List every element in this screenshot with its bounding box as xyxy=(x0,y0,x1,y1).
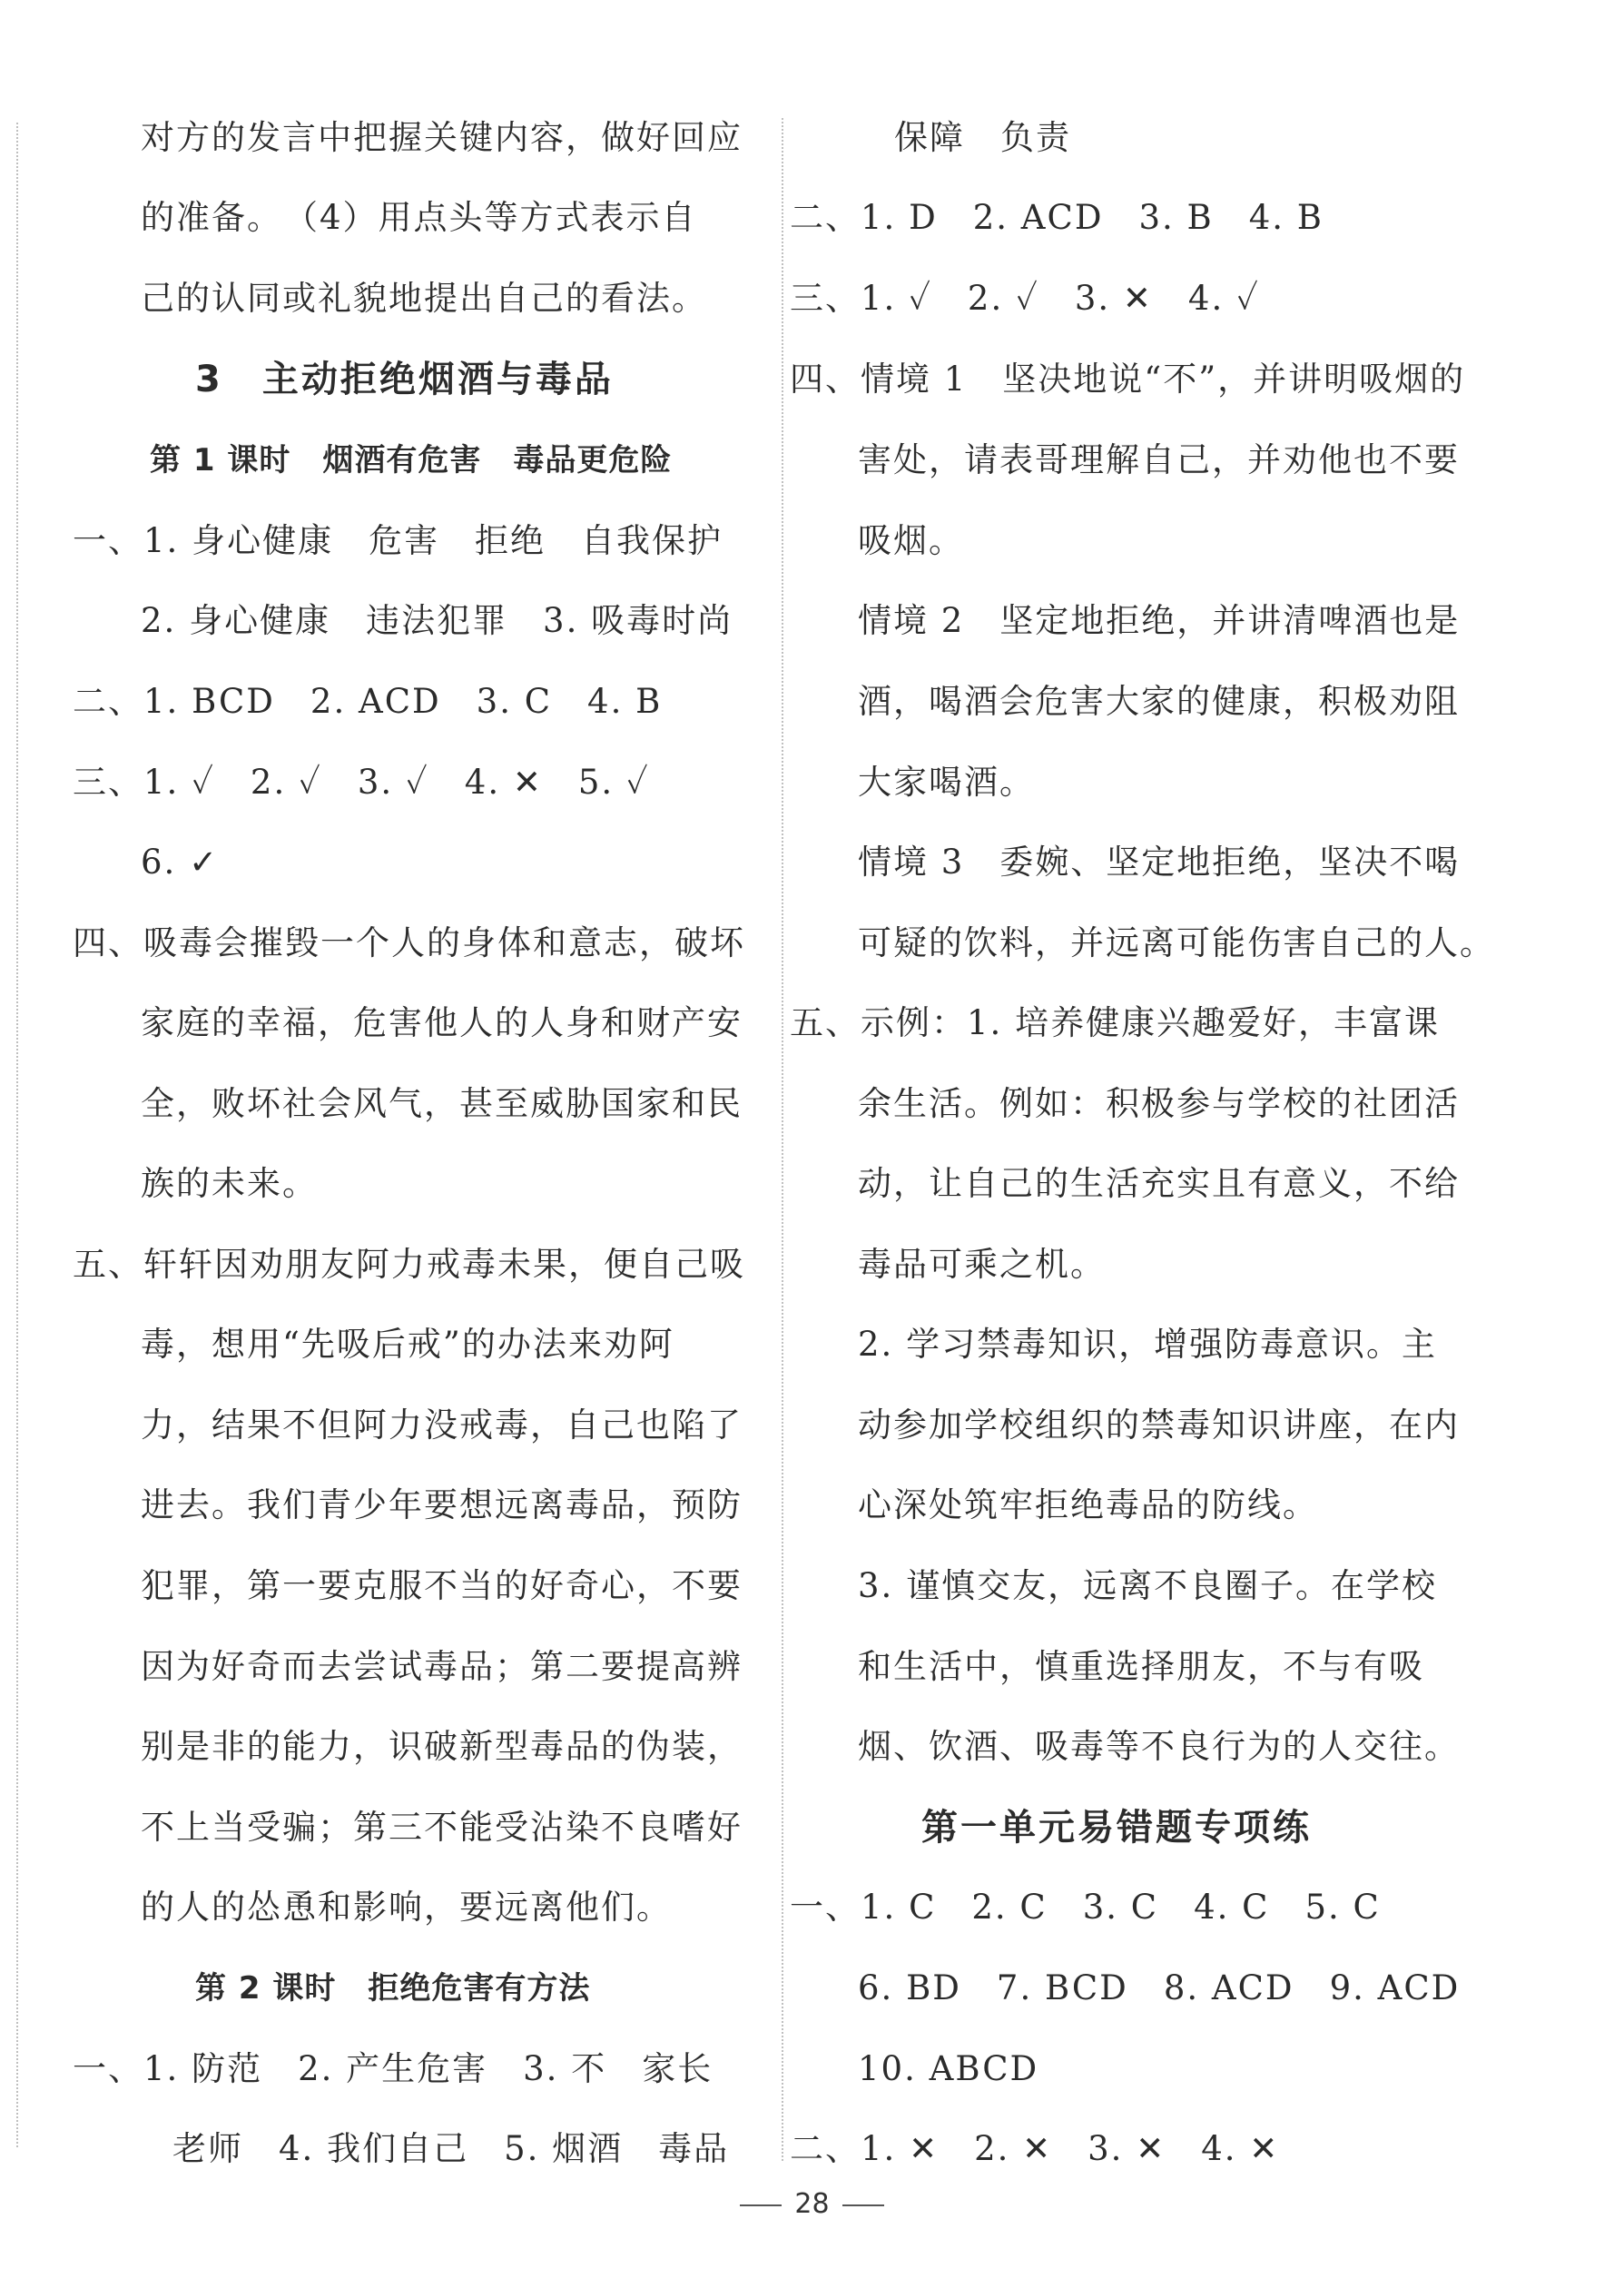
text-line: 2. 身心健康 违法犯罪 3. 吸毒时尚 xyxy=(141,601,733,640)
text-line: 二、1. D 2. ACD 3. B 4. B xyxy=(790,198,1324,237)
text-line: 全，败坏社会风气，甚至威胁国家和民 xyxy=(141,1084,743,1123)
text-line: 己的认同或礼貌地提出自己的看法。 xyxy=(141,279,707,318)
text-line: 保障 负责 xyxy=(894,118,1071,157)
text-line: 一、1. 身心健康 危害 拒绝 自我保护 xyxy=(73,521,723,560)
text-line: 家庭的幸福，危害他人的人身和财产安 xyxy=(141,1003,743,1042)
text-line: 的准备。 （4）用点头等方式表示自 xyxy=(141,198,697,237)
footer-dash-right xyxy=(842,2204,884,2206)
text-line: 心深处筑牢拒绝毒品的防线。 xyxy=(858,1485,1318,1524)
text-line: 一、1. C 2. C 3. C 4. C 5. C xyxy=(790,1888,1381,1927)
text-line: 3. 谨慎交友，远离不良圈子。在学校 xyxy=(858,1566,1438,1605)
lesson-subheading: 第 1 课时 烟酒有危害 毒品更危险 xyxy=(150,442,673,478)
text-line: 五、示例：1. 培养健康兴趣爱好，丰富课 xyxy=(790,1003,1441,1042)
text-line: 可疑的饮料，并远离可能伤害自己的人。 xyxy=(858,923,1495,962)
text-line: 老师 4. 我们自己 5. 烟酒 毒品 xyxy=(172,2129,730,2168)
text-line: 大家喝酒。 xyxy=(858,763,1035,802)
text-line: 6. ✓ xyxy=(141,843,220,882)
text-line: 二、1. BCD 2. ACD 3. C 4. B xyxy=(73,682,663,721)
lesson-subheading: 第 2 课时 拒绝危害有方法 xyxy=(195,1970,591,2007)
text-line: 的人的怂恿和影响，要远离他们。 xyxy=(141,1888,672,1927)
text-line: 犯罪，第一要克服不当的好奇心，不要 xyxy=(141,1566,743,1605)
text-line: 情境 3 委婉、坚定地拒绝，坚决不喝 xyxy=(858,843,1461,882)
footer-dash-left xyxy=(740,2204,782,2206)
text-line: 酒，喝酒会危害大家的健康，积极劝阻 xyxy=(858,682,1460,721)
text-line: 动，让自己的生活充实且有意义，不给 xyxy=(858,1164,1460,1203)
text-line: 力，结果不但阿力没戒毒，自己也陷了 xyxy=(141,1405,743,1445)
text-line: 6. BD 7. BCD 8. ACD 9. ACD xyxy=(858,1968,1461,2007)
section-heading: 3 主动拒绝烟酒与毒品 xyxy=(195,359,614,400)
text-line: 和生活中，慎重选择朋友，不与有吸 xyxy=(858,1647,1424,1686)
text-line: 对方的发言中把握关键内容，做好回应 xyxy=(141,118,743,157)
text-line: 二、1. ✕ 2. ✕ 3. ✕ 4. ✕ xyxy=(790,2129,1280,2168)
text-line: 毒品可乘之机。 xyxy=(858,1245,1106,1284)
text-line: 因为好奇而去尝试毒品；第二要提高辨 xyxy=(141,1647,743,1686)
text-line: 害处，请表哥理解自己，并劝他也不要 xyxy=(858,440,1460,479)
text-line: 动参加学校组织的禁毒知识讲座，在内 xyxy=(858,1405,1460,1445)
text-line: 吸烟。 xyxy=(858,521,964,560)
page-number: 28 xyxy=(794,2188,830,2220)
text-line: 五、轩轩因劝朋友阿力戒毒未果，便自己吸 xyxy=(73,1245,745,1284)
text-line: 2. 学习禁毒知识，增强防毒意识。主 xyxy=(858,1325,1438,1364)
column-divider-dotted-rule xyxy=(782,118,783,2161)
text-line: 三、1. ✓ 2. ✓ 3. ✓ 4. ✕ 5. ✓ xyxy=(73,763,650,802)
text-line: 烟、饮酒、吸毒等不良行为的人交往。 xyxy=(858,1727,1460,1766)
text-line: 别是非的能力，识破新型毒品的伪装， xyxy=(141,1727,743,1766)
text-line: 情境 2 坚定地拒绝，并讲清啤酒也是 xyxy=(858,601,1461,640)
text-line: 一、1. 防范 2. 产生危害 3. 不 家长 xyxy=(73,2049,714,2088)
text-line: 进去。我们青少年要想远离毒品，预防 xyxy=(141,1485,743,1524)
text-line: 10. ABCD xyxy=(858,2049,1039,2088)
section-heading: 第一单元易错题专项练 xyxy=(921,1807,1312,1849)
text-line: 三、1. ✓ 2. ✓ 3. ✕ 4. ✓ xyxy=(790,279,1260,318)
text-line: 四、吸毒会摧毁一个人的身体和意志，破坏 xyxy=(73,923,745,962)
text-line: 不上当受骗；第三不能受沾染不良嗜好 xyxy=(141,1808,743,1847)
text-line: 毒，想用“先吸后戒”的办法来劝阿 xyxy=(141,1325,674,1364)
left-margin-dotted-rule xyxy=(16,123,18,2147)
text-line: 族的未来。 xyxy=(141,1164,318,1203)
page-number-footer xyxy=(0,2188,1624,2220)
text-line: 余生活。例如：积极参与学校的社团活 xyxy=(858,1084,1460,1123)
text-line: 四、情境 1 坚决地说“不”，并讲明吸烟的 xyxy=(790,360,1466,399)
